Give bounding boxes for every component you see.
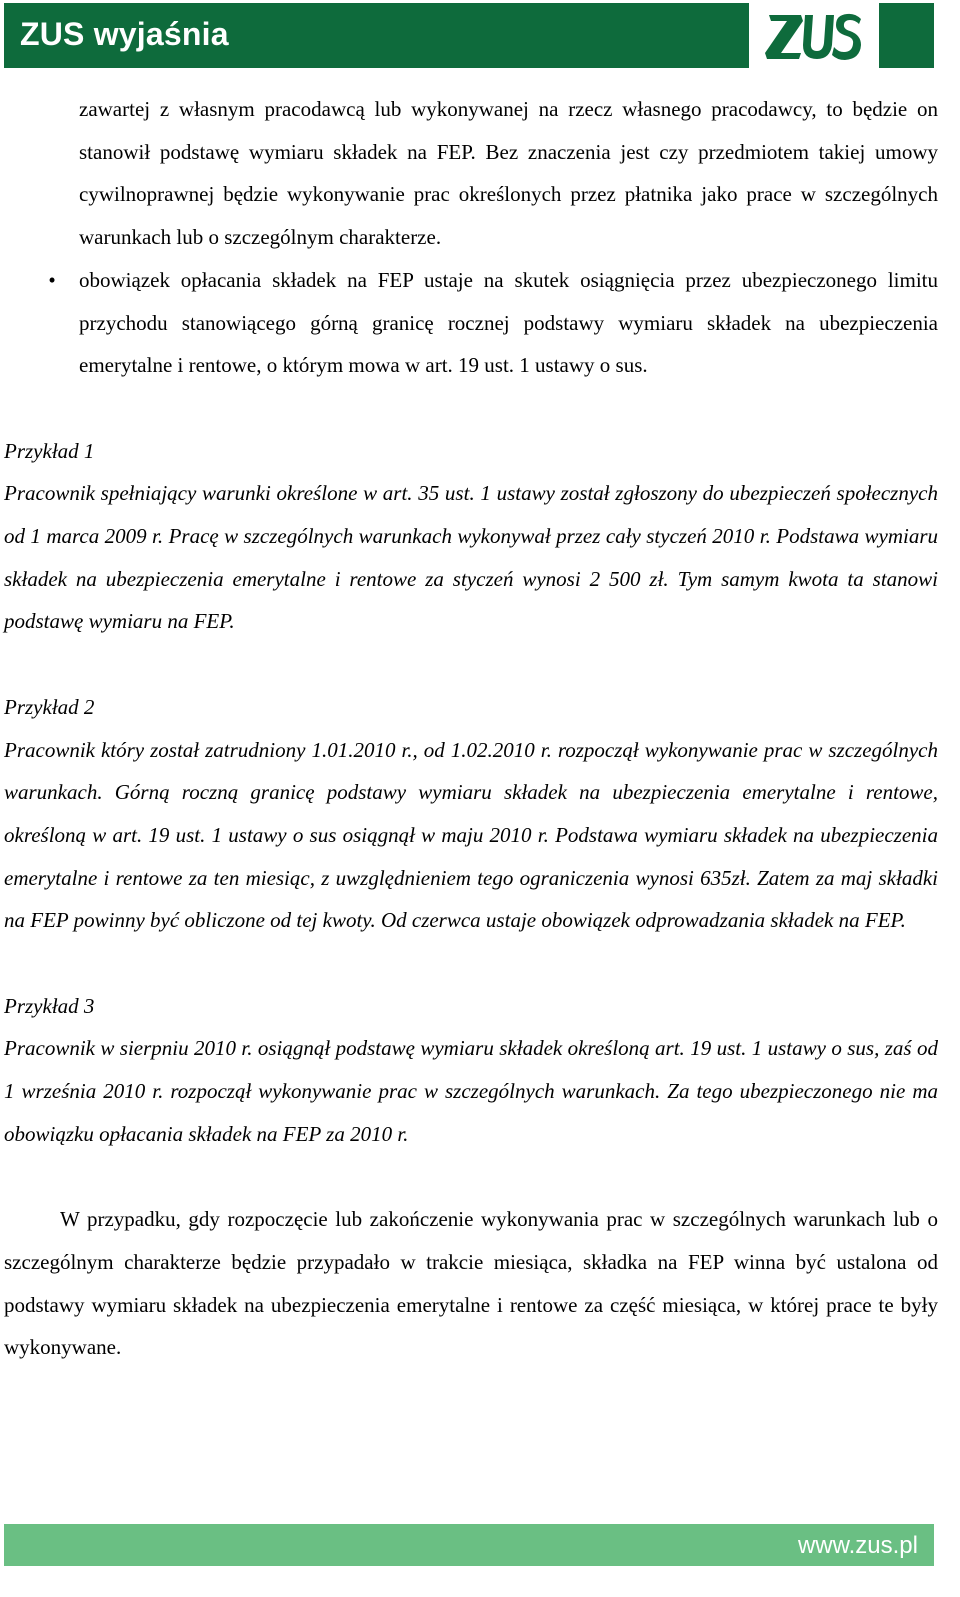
closing-paragraph: W przypadku, gdy rozpoczęcie lub zakończenie wykonywania prac w szczególnych warunkach lub o szczególnym charakterze będzie przypadało w trakcie miesiąca, składka na FEP winna być ustalona od podstawy wymiaru składek na ubezpieczenia emerytalne i rentowe za część miesiąca, w której prace te były wykonywane. — [4, 1207, 938, 1360]
example-3-text: Pracownik w sierpniu 2010 r. osiągnął podstawę wymiaru składek określoną art. 19 ust. 1 ustawy o sus, zaś od 1 września 2010 r. rozpoczął wykonywanie prac w szczególnych warunkach. Za tego ubezpieczonego nie ma obowiązku opłacania składek na FEP za 2010 r. — [4, 1036, 938, 1146]
example-3-title: Przykład 3 — [4, 993, 95, 1018]
example-2-text: Pracownik który został zatrudniony 1.01.2010 r., od 1.02.2010 r. rozpoczął wykonywanie prac w szczególnych warunkach. Górną roczną granicę podstawy wymiaru składek na ubezpieczenia emerytalne i rentowe, określoną w art. 19 ust. 1 ustawy o sus osiągnął w maju 2010 r. Podstawa wymiaru składek na ubezpieczenia emerytalne i rentowe za ten miesiąc, z uwzględnieniem tego ograniczenia wynosi 635zł. Zatem za maj składki na FEP powinny być obliczone od tej kwoty. Od czerwca ustaje obowiązek odprowadzania składek na FEP. — [4, 737, 938, 933]
header-bar — [4, 3, 934, 68]
bullet-icon: • — [48, 267, 56, 292]
example-2-title: Przykład 2 — [4, 694, 95, 719]
zus-logo — [749, 3, 879, 68]
header-title: ZUS wyjaśnia — [20, 16, 229, 52]
footer-bar — [4, 1524, 934, 1566]
document-body — [4, 88, 938, 1369]
zus-logo-icon — [765, 9, 863, 63]
continuation-paragraph: zawartej z własnym pracodawcą lub wykonywanej na rzecz własnego pracodawcy, to będzie on stanowił podstawę wymiaru składek na FEP. Bez znaczenia jest czy przedmiotem takiej umowy cywilnoprawnej będzie wykonywanie prac określonych przez płatnika jako prace w szczególnych warunkach lub o szczególnym charakterze. — [79, 97, 938, 250]
bullet-item — [4, 259, 938, 387]
footer-url: www.zus.pl — [797, 1532, 918, 1559]
example-1-text: Pracownik spełniający warunki określone w art. 35 ust. 1 ustawy został zgłoszony do ubezpieczeń społecznych od 1 marca 2009 r. Pracę w szczególnych warunkach wykonywał przez cały styczeń 2010 r. Podstawa wymiaru składek na ubezpieczenia emerytalne i rentowe za styczeń wynosi 2 500 zł. Tym samym kwota ta stanowi podstawę wymiaru na FEP. — [4, 481, 938, 634]
bullet-text: obowiązek opłacania składek na FEP ustaje na skutek osiągnięcia przez ubezpieczonego limitu przychodu stanowiącego górną granicę rocznej podstawy wymiaru składek na ubezpieczenia emerytalne i rentowe, o którym mowa w art. 19 ust. 1 ustawy o sus. — [79, 267, 938, 378]
example-1-title: Przykład 1 — [4, 438, 95, 463]
